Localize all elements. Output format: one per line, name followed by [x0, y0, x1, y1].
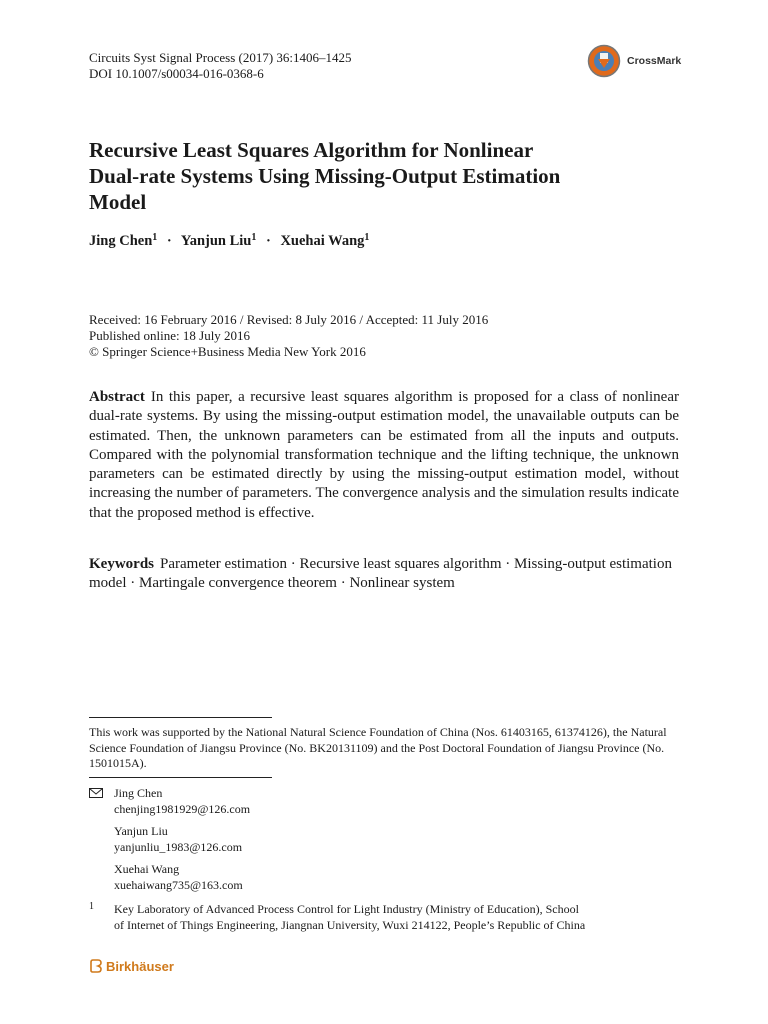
author-affiliation-mark: 1 [364, 232, 370, 243]
publisher-name: Birkhäuser [106, 959, 174, 974]
author-name[interactable]: Xuehai Wang [280, 233, 365, 249]
abstract-text: In this paper, a recursive least squares algorithm is proposed for a class of nonlinear dual-rate systems. By using the missing-output estimation model, the unavailable outputs can be estimated. Then, the unknown parameters can be estimated from all the inputs and outputs. Compared with the polynomial transformation technique and the lifting technique, the unknown parameters can be estimated directly by using the missing-output estimation model, without increasing the number of parameters. The convergence analysis and the simulation results indicate that the proposed method is effective. [89, 389, 679, 521]
journal-citation: Circuits Syst Signal Process (2017) 36:1406–1425 [89, 50, 352, 65]
keywords-text: Parameter estimation · Recursive least squares algorithm · Missing-output estimation model · Martingale convergence theorem · Nonlinear system [89, 556, 672, 592]
author-separator: · [265, 233, 271, 249]
keywords [89, 555, 679, 594]
author-separator: · [166, 233, 172, 249]
affiliation-number: 1 [89, 901, 94, 912]
history-dates: Received: 16 February 2016 / Revised: 8 July 2016 / Accepted: 11 July 2016 [89, 312, 489, 327]
funding-note: This work was supported by the National Natural Science Foundation of China (Nos. 61403165, 61374126), the Natural Science Foundation of Jiangsu Province (No. BK20131109) and the Post Doctoral Foundation of Jiangsu Province (No. 1501015A). [89, 725, 667, 770]
contact-name: Xuehai Wang [114, 862, 180, 876]
title-line: Recursive Least Squares Algorithm for Nonlinear [89, 138, 534, 162]
affiliation [89, 902, 689, 933]
paper-title [89, 137, 649, 215]
author-name[interactable]: Jing Chen [89, 233, 153, 249]
affiliation-line: Key Laboratory of Advanced Process Control for Light Industry (Ministry of Education), School [114, 902, 579, 916]
contact-entry [114, 824, 250, 855]
contact-list [89, 786, 250, 900]
journal-header [89, 50, 352, 81]
publisher-mark[interactable] [89, 959, 174, 974]
contact-divider [89, 777, 272, 778]
abstract [89, 388, 679, 523]
contact-name: Yanjun Liu [114, 824, 168, 838]
crossmark-icon [587, 44, 621, 78]
author-affiliation-mark: 1 [152, 232, 158, 243]
abstract-label: Abstract [89, 389, 145, 405]
published-online: Published online: 18 July 2016 [89, 328, 251, 343]
contact-name: Jing Chen [114, 786, 163, 800]
doi[interactable]: DOI 10.1007/s00034-016-0368-6 [89, 65, 264, 81]
contact-email[interactable]: chenjing1981929@126.com [114, 801, 251, 816]
title-line: Dual-rate Systems Using Missing-Output Estimation [89, 164, 561, 188]
birkhauser-logo-icon [89, 959, 103, 973]
author-affiliation-mark: 1 [251, 232, 257, 243]
envelope-icon [89, 788, 103, 798]
copyright: © Springer Science+Business Media New York 2016 [89, 344, 366, 359]
contact-email[interactable]: xuehaiwang735@163.com [114, 877, 243, 892]
contact-entry [114, 862, 250, 893]
title-line: Model [89, 190, 147, 214]
crossmark-label: CrossMark [627, 55, 682, 67]
author-list [89, 232, 369, 250]
affiliation-line: of Internet of Things Engineering, Jiangnan University, Wuxi 214122, People’s Republic of China [114, 917, 586, 932]
contact-email[interactable]: yanjunliu_1983@126.com [114, 839, 243, 854]
author-name[interactable]: Yanjun Liu [180, 233, 252, 249]
keywords-label: Keywords [89, 556, 154, 572]
crossmark-badge[interactable] [587, 44, 691, 78]
publication-history [89, 312, 488, 360]
footnote-divider [89, 717, 272, 718]
contact-entry [114, 786, 250, 817]
